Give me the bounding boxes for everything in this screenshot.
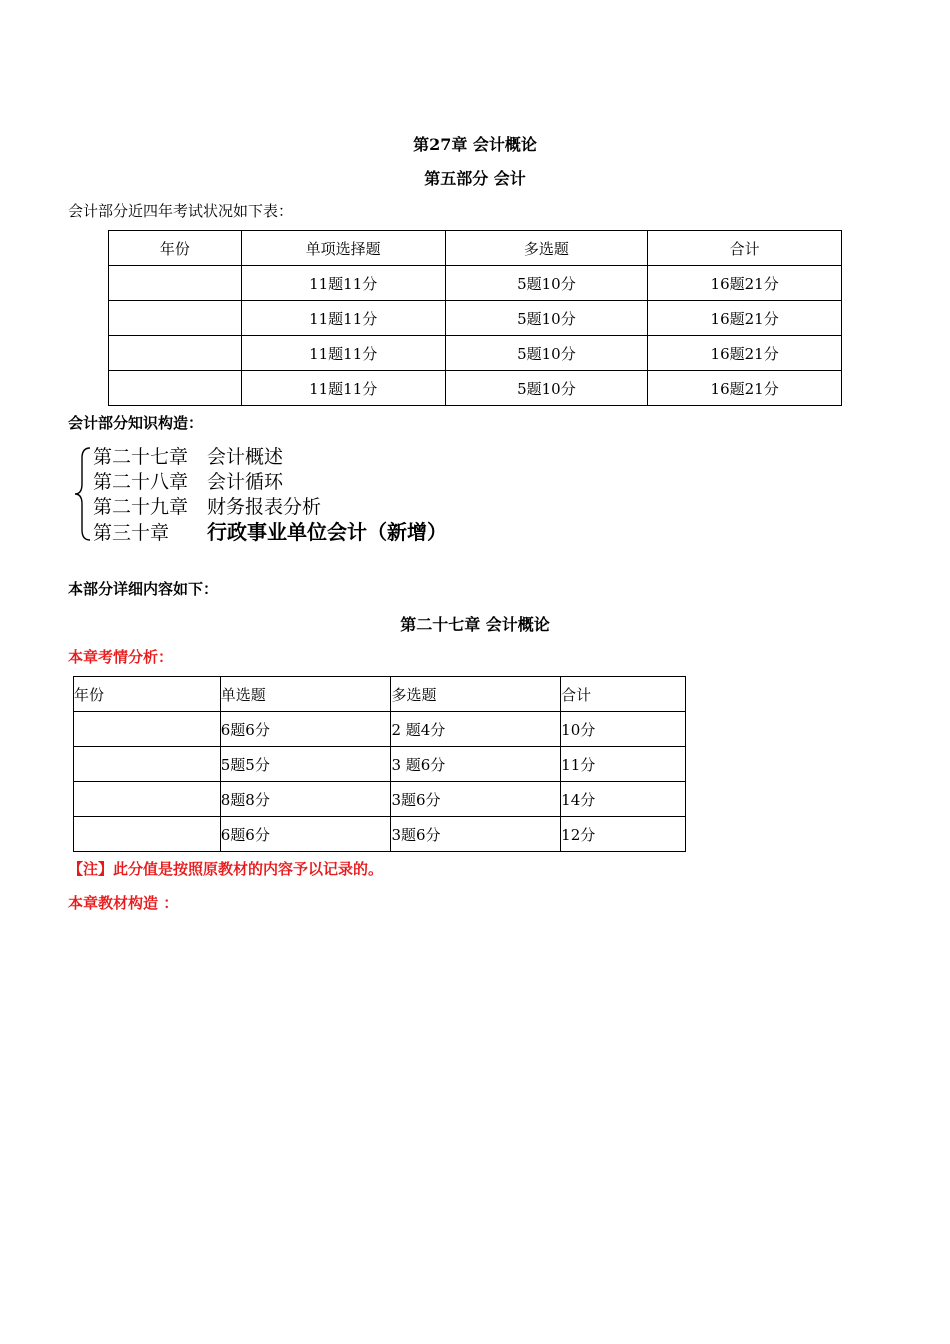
- table-cell: 3题6分: [391, 817, 561, 852]
- table-row: [74, 817, 686, 852]
- table-cell: 10分: [561, 712, 686, 747]
- chapter-name: 会计循环: [207, 471, 284, 493]
- header-cell: 合计: [648, 231, 842, 266]
- chapter-name: 会计概述: [207, 446, 284, 468]
- table-row: [74, 782, 686, 817]
- table-row: [74, 747, 686, 782]
- year-cell: [109, 266, 242, 301]
- table-cell: 16题21分: [648, 371, 842, 406]
- intro-text: 会计部分近四年考试状况如下表：: [68, 202, 294, 220]
- table-cell: 14分: [561, 782, 686, 817]
- table-cell: 11题11分: [241, 371, 445, 406]
- year-cell: [74, 782, 221, 817]
- chapter-name: 财务报表分析: [207, 496, 322, 518]
- chapter-number: 第二十九章: [93, 496, 189, 518]
- header-cell: 多选题: [445, 231, 648, 266]
- year-cell: [109, 301, 242, 336]
- table-cell: 6题6分: [220, 817, 391, 852]
- table-cell: 5题10分: [445, 266, 648, 301]
- table-cell: 16题21分: [648, 301, 842, 336]
- list-item: [93, 495, 447, 520]
- year-cell: [109, 371, 242, 406]
- year-cell: [74, 817, 221, 852]
- table-cell: 2 题4分: [391, 712, 561, 747]
- chapter-number: 第二十七章: [93, 446, 189, 468]
- table-row: [109, 301, 842, 336]
- table-cell: 5题10分: [445, 371, 648, 406]
- table-cell: 5题5分: [220, 747, 391, 782]
- header-cell: 多选题: [391, 677, 561, 712]
- list-item: [93, 470, 447, 495]
- year-cell: [74, 712, 221, 747]
- table-row: [109, 266, 842, 301]
- header-cell: 年份: [109, 231, 242, 266]
- chapter-name: 行政事业单位会计（新增）: [207, 520, 447, 544]
- structure-heading: 会计部分知识构造：: [68, 414, 204, 432]
- table-cell: 11分: [561, 747, 686, 782]
- table-cell: 3题6分: [391, 782, 561, 817]
- structure-footer: 本章教材构造 ：: [68, 894, 179, 912]
- exam-stats-table: [108, 230, 842, 406]
- header-cell: 单项选择题: [241, 231, 445, 266]
- table-cell: 8题8分: [220, 782, 391, 817]
- curly-brace-icon: [72, 446, 94, 542]
- table-cell: 11题11分: [241, 336, 445, 371]
- header-cell: 合计: [561, 677, 686, 712]
- section-title: 第二十七章 会计概论: [400, 615, 550, 634]
- note-text: 【注】此分值是按照原教材的内容予以记录的。: [68, 860, 384, 878]
- table-cell: 12分: [561, 817, 686, 852]
- table-cell: 11题11分: [241, 301, 445, 336]
- table-cell: 11题11分: [241, 266, 445, 301]
- chapter-stats-table: [73, 676, 686, 852]
- list-item: [93, 520, 447, 546]
- analysis-heading: 本章考情分析：: [68, 648, 174, 666]
- header-cell: 年份: [74, 677, 221, 712]
- table-cell: 16题21分: [648, 336, 842, 371]
- table-cell: 16题21分: [648, 266, 842, 301]
- table-row: [109, 336, 842, 371]
- header-cell: 单选题: [220, 677, 391, 712]
- chapter-title: 第27章 会计概论: [413, 135, 537, 154]
- chapter-list: [93, 445, 447, 546]
- table-row: [109, 371, 842, 406]
- chapter-number: 第三十章: [93, 522, 170, 544]
- table-row: [74, 712, 686, 747]
- table-cell: 3 题6分: [391, 747, 561, 782]
- year-cell: [74, 747, 221, 782]
- list-item: [93, 445, 447, 470]
- table-cell: 6题6分: [220, 712, 391, 747]
- year-cell: [109, 336, 242, 371]
- chapter-number: 第二十八章: [93, 471, 189, 493]
- table-cell: 5题10分: [445, 336, 648, 371]
- table-header-row: [74, 677, 686, 712]
- table-header-row: [109, 231, 842, 266]
- part-title: 第五部分 会计: [424, 169, 526, 188]
- table-cell: 5题10分: [445, 301, 648, 336]
- detail-heading: 本部分详细内容如下：: [68, 580, 219, 598]
